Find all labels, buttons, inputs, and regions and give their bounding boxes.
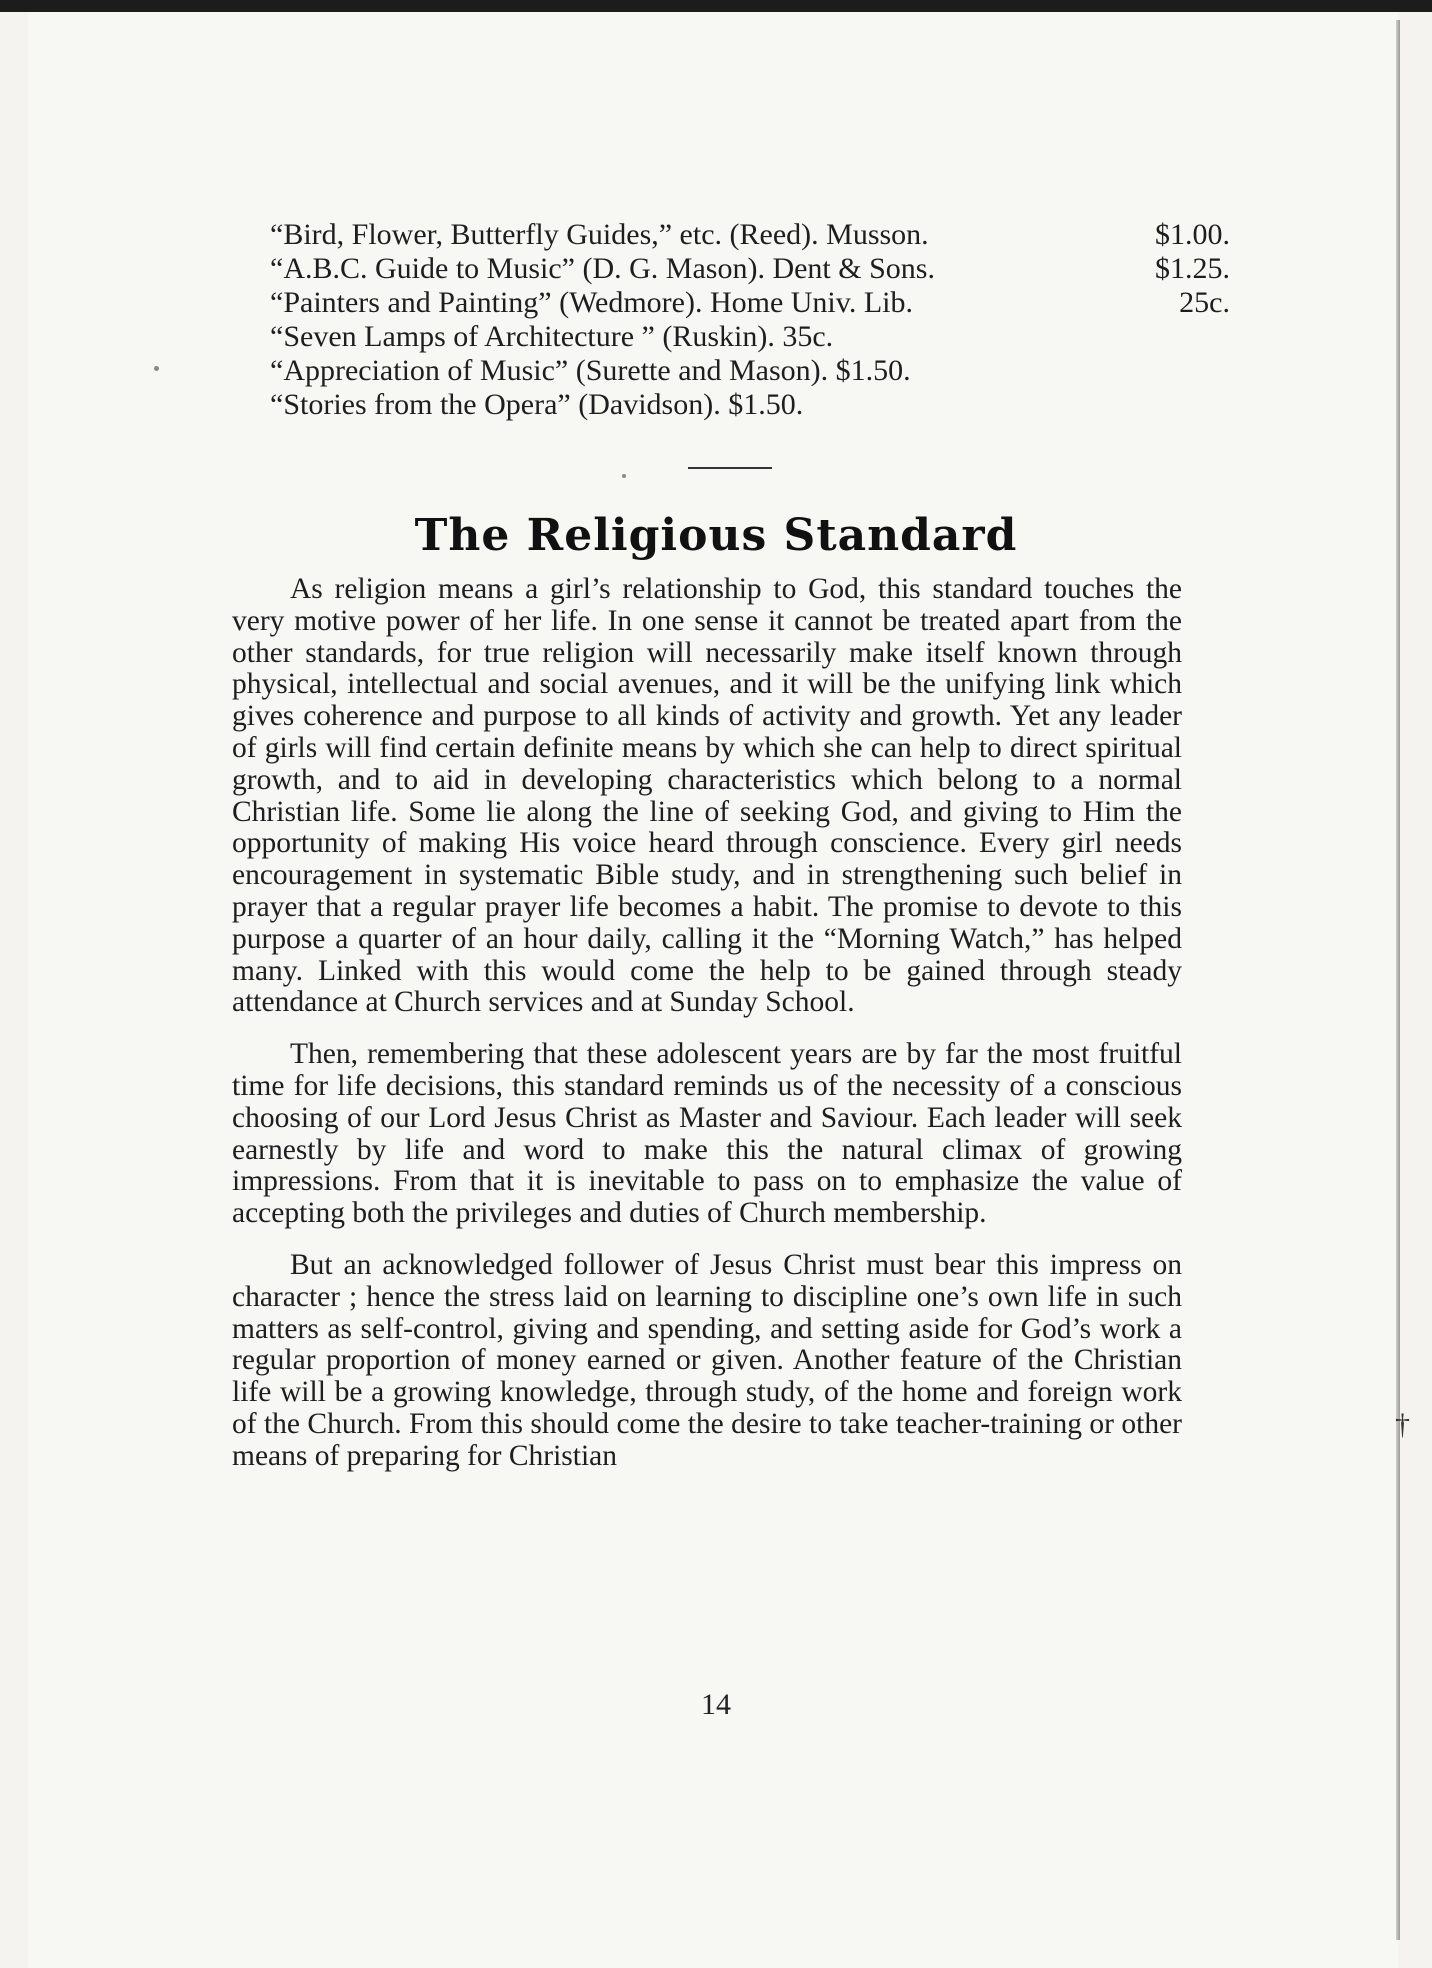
speck: [154, 366, 159, 371]
bibliography-entry: [270, 252, 1230, 286]
bibliography-entry: [270, 218, 1230, 252]
scan-top-border: [0, 0, 1432, 12]
entry-text: “Stories from the Opera” (Davidson). $1.50.: [270, 388, 804, 421]
page-edge: [1396, 20, 1400, 1940]
entry-text: “Painters and Painting” (Wedmore). Home Univ. Lib.: [270, 286, 913, 319]
entry-price: [1146, 388, 1230, 422]
bibliography-entry: [270, 388, 1230, 422]
entry-text: “Seven Lamps of Architecture ” (Ruskin). 35c.: [270, 320, 834, 353]
paragraph: As religion means a girl’s relationship to God, this standard touches the very motive power of her life. In one sense it cannot be treated apart from the other standards, for true religion will necessarily make itself known through physical, intellectual and social avenues, and it will be the unifying link which gives coherence and purpose to all kinds of activity and growth. Yet any leader of girls will find certain definite means by which she can help to direct spiritual growth, and to aid in developing characteristics which belong to a normal Christian life. Some lie along the line of seeking God, and giving to Him the opportunity of making His voice heard through conscience. Every girl needs encouragement in systematic Bible study, and in strengthening such belief in prayer that a regular prayer life becomes a habit. The promise to devote to this purpose a quarter of an hour daily, calling it the “Morning Watch,” has helped many. Linked with this would come the help to be gained through steady attendance at Church services and at Sunday School.: [232, 573, 1182, 1019]
bibliography-entry: [270, 320, 1230, 354]
entry-text: “Bird, Flower, Butterfly Guides,” etc. (Reed). Musson.: [270, 218, 929, 251]
entry-price: [1146, 320, 1230, 354]
entry-text: “Appreciation of Music” (Surette and Mason). $1.50.: [270, 354, 911, 387]
speck: [622, 474, 626, 478]
bibliography-entry: [270, 354, 1230, 388]
entry-text: “A.B.C. Guide to Music” (D. G. Mason). Dent & Sons.: [270, 252, 935, 285]
entry-price: $1.00.: [1155, 218, 1230, 251]
entry-price: [1146, 354, 1230, 388]
paragraph: But an acknowledged follower of Jesus Christ must bear this impress on character ; hence the stress laid on learning to discipline one’s own life in such matters as self-control, giving and spending, and setting aside for God’s work a regular proportion of money earned or given. Another feature of the Christian life will be a growing knowledge, through study, of the home and foreign work of the Church. From this should come the desire to take teacher-training or other means of preparing for Christian: [232, 1248, 1182, 1472]
page-mark: †: [1395, 1408, 1410, 1441]
bibliography-entry: [270, 286, 1230, 320]
page-number: 14: [701, 1688, 731, 1721]
section-divider: [688, 467, 772, 469]
entry-price: 25c.: [1179, 286, 1230, 319]
section-heading: The Religious Standard: [414, 510, 1018, 561]
bibliography-list: [270, 218, 1230, 422]
section-body: [232, 574, 1182, 1493]
entry-price: $1.25.: [1155, 252, 1230, 285]
paragraph: Then, remembering that these adolescent years are by far the most fruitful time for life decisions, this standard reminds us of the necessity of a conscious choosing of our Lord Jesus Christ as Master and Saviour. Each leader will seek earnestly by life and word to make this the natural climax of growing impressions. From that it is inevitable to pass on to emphasize the value of accepting both the privileges and duties of Church membership.: [232, 1038, 1182, 1230]
